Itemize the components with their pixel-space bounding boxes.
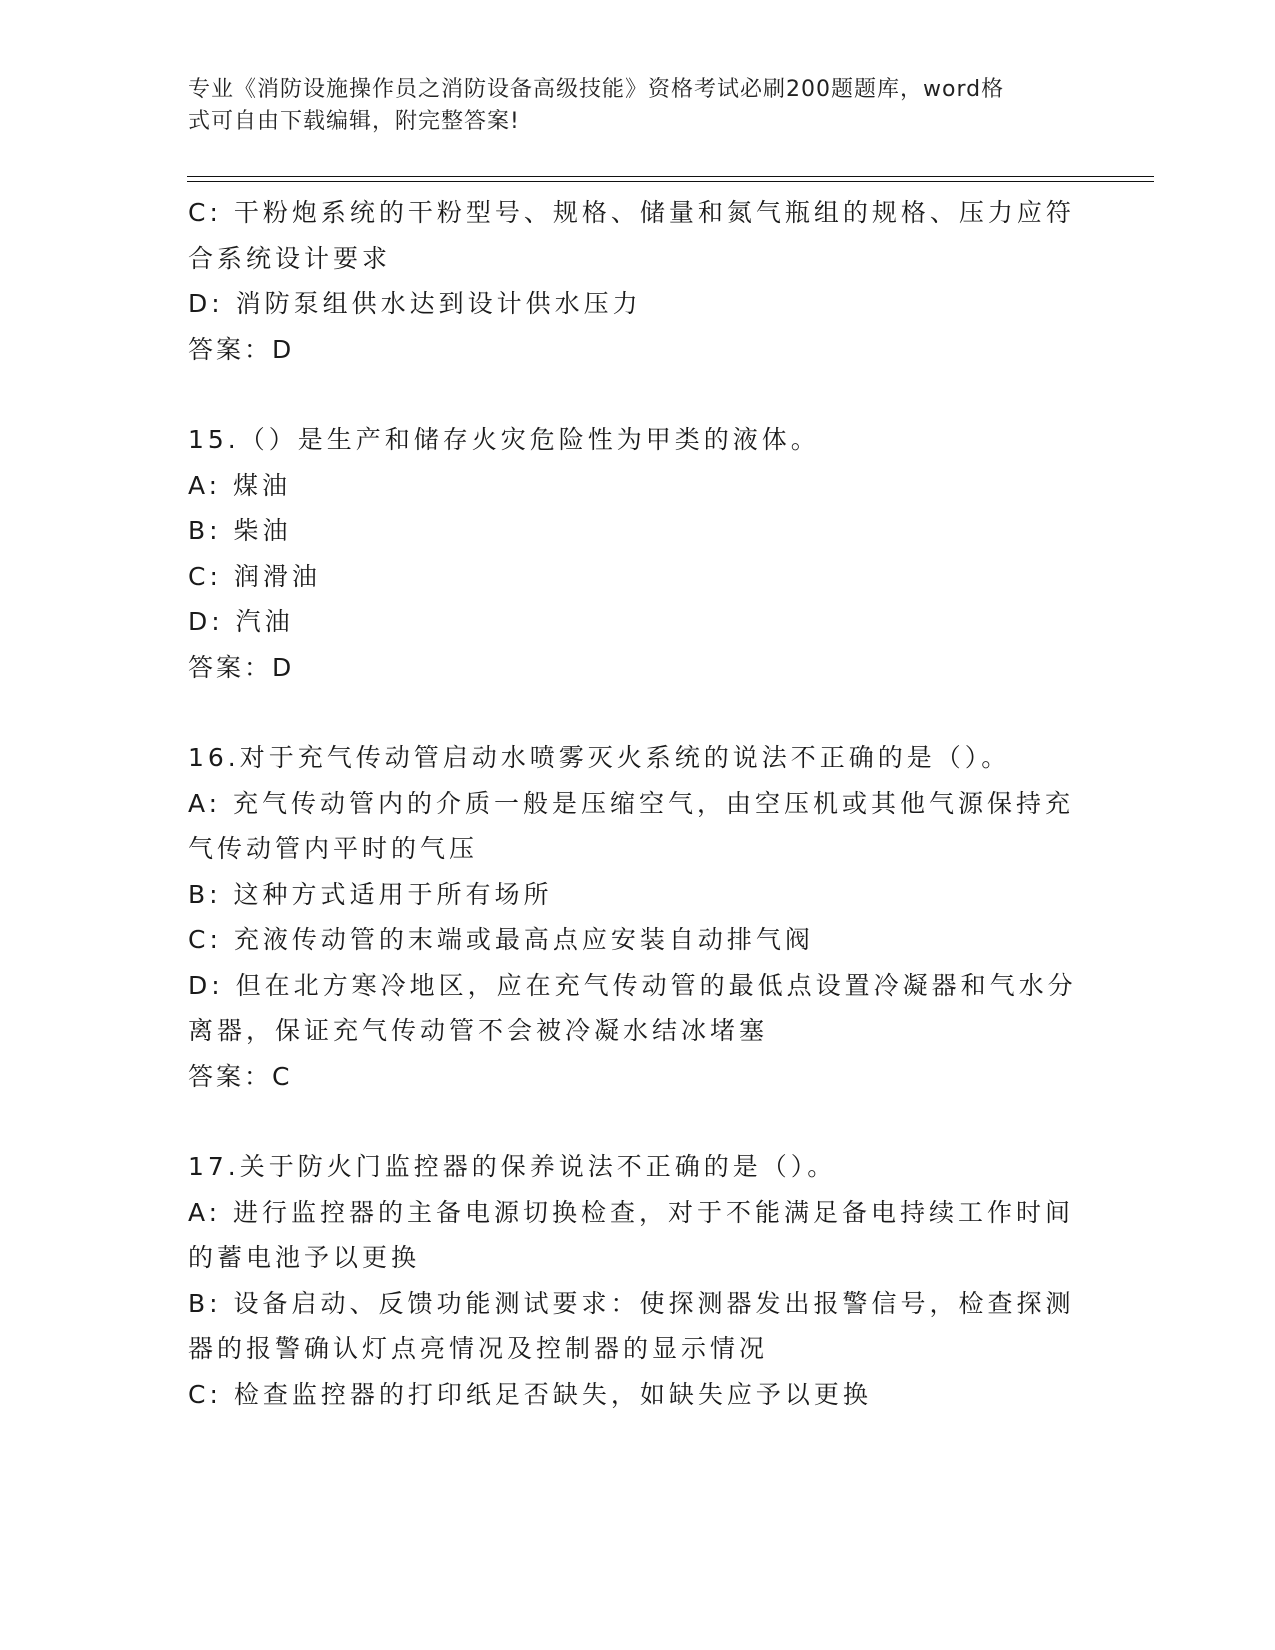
option-a-line-2: 气传动管内平时的气压 — [188, 834, 479, 863]
answer: 答案：D — [188, 334, 295, 364]
option-a-line-1: A: 进行监控器的主备电源切换检查，对于不能满足备电持续工作时间 — [188, 1197, 1075, 1227]
option-b: B: 柴油 — [188, 516, 292, 545]
question-16 — [188, 735, 1088, 1099]
question-stem: 15.（）是生产和储存火灾危险性为甲类的液体。 — [188, 425, 820, 454]
option-a: A: 煤油 — [188, 470, 292, 500]
option-d-line-2: 离器，保证充气传动管不会被冷凝水结冰堵塞 — [188, 1016, 769, 1045]
header-divider-top — [187, 176, 1154, 177]
header-line-2: 式可自由下载编辑，附完整答案! — [188, 109, 520, 134]
option-a-line-2: 的蓄电池予以更换 — [188, 1243, 421, 1272]
question-stem: 16.对于充气传动管启动水喷雾灭火系统的说法不正确的是（）。 — [188, 743, 1011, 772]
option-d-line-1: D: 但在北方寒冷地区，应在充气传动管的最低点设置冷凝器和气水分 — [188, 970, 1077, 1000]
option-b-line-1: B: 设备启动、反馈功能测试要求：使探测器发出报警信号，检查探测 — [188, 1288, 1075, 1318]
option-c: C: 充液传动管的末端或最高点应安装自动排气阀 — [188, 925, 814, 954]
option-b: B: 这种方式适用于所有场所 — [188, 879, 553, 909]
header-line-1: 专业《消防设施操作员之消防设备高级技能》资格考试必刷200题题库，word格 — [188, 77, 1005, 102]
option-a-line-1: A: 充气传动管内的介质一般是压缩空气，由空压机或其他气源保持充 — [188, 788, 1075, 818]
option-c: C: 检查监控器的打印纸足否缺失，如缺失应予以更换 — [188, 1379, 872, 1409]
option-c-line-1: C: 干粉炮系统的干粉型号、规格、储量和氮气瓶组的规格、压力应符 — [188, 198, 1075, 227]
option-d: D: 汽油 — [188, 607, 294, 636]
answer: 答案：C — [188, 1061, 293, 1091]
option-c: C: 润滑油 — [188, 561, 321, 591]
question-list — [188, 190, 1088, 1417]
option-c-line-2: 合系统设计要求 — [188, 243, 392, 273]
question-stem: 17.关于防火门监控器的保养说法不正确的是（）。 — [188, 1152, 837, 1181]
question-15 — [188, 417, 1088, 690]
option-b-line-2: 器的报警确认灯点亮情况及控制器的显示情况 — [188, 1334, 769, 1363]
option-d: D: 消防泵组供水达到设计供水压力 — [188, 289, 642, 318]
answer: 答案：D — [188, 652, 295, 682]
header-divider-bottom — [187, 181, 1154, 182]
question-14 — [188, 190, 1088, 372]
question-17 — [188, 1144, 1088, 1417]
document-header — [188, 74, 1068, 138]
